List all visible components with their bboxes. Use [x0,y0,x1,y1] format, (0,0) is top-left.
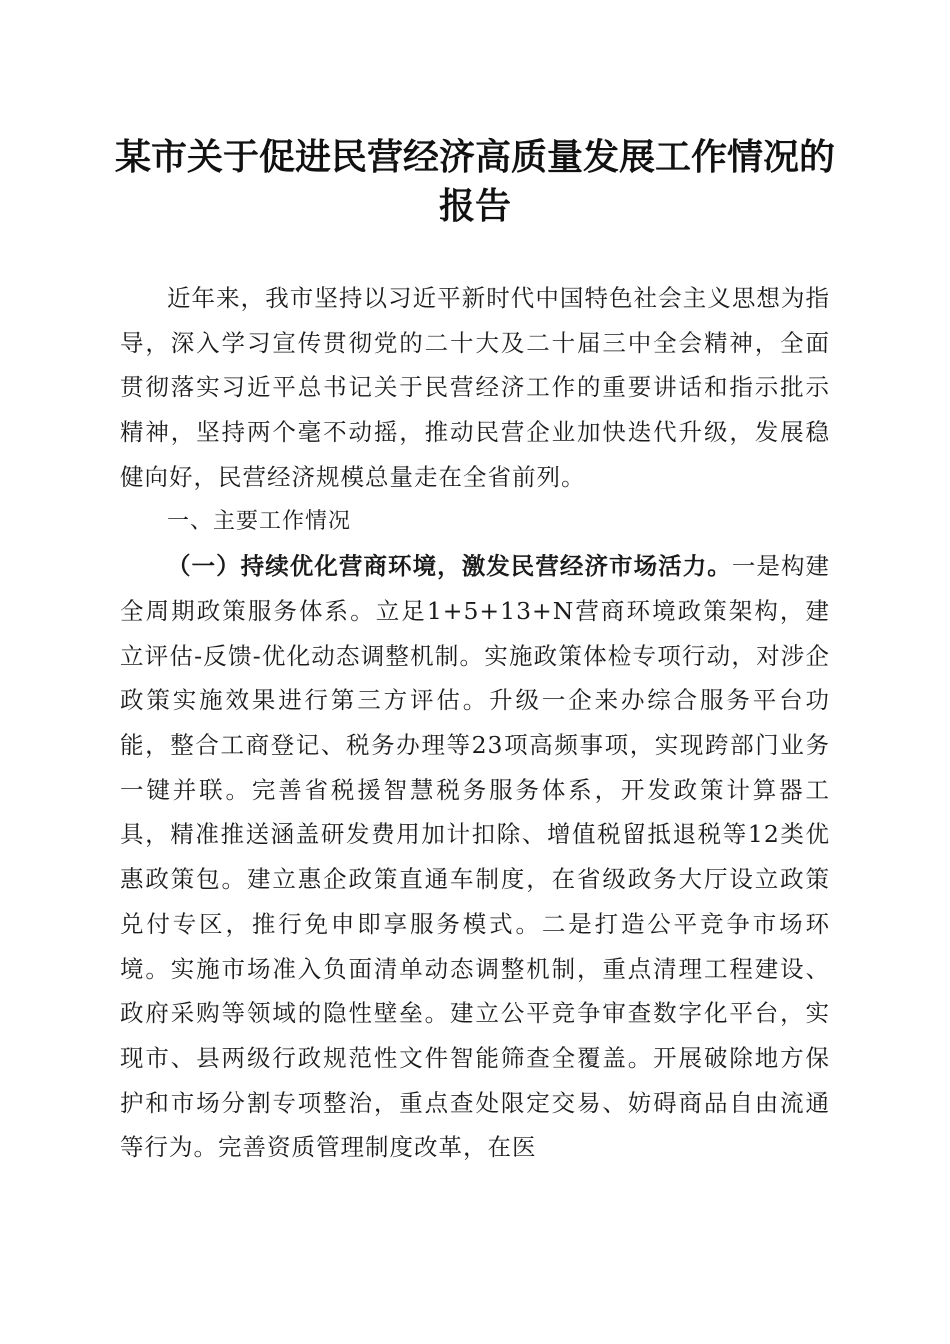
document-body [120,276,830,1170]
subsection-body: 一是构建全周期政策服务体系。立足1+5+13+N营商环境政策架构，建立评估-反馈-优化动态调整机制。实施政策体检专项行动，对涉企政策实施效果进行第三方评估。升级一企来办综合服务平台功能，整合工商登记、税务办理等23项高频事项，实现跨部门业务一键并联。完善省税援智慧税务服务体系，开发政策计算器工具，精准推送涵盖研发费用加计扣除、增值税留抵退税等12类优惠政策包。建立惠企政策直通车制度，在省级政务大厅设立政策兑付专区，推行免申即享服务模式。二是打造公平竞争市场环境。实施市场准入负面清单动态调整机制，重点清理工程建设、政府采购等领域的隐性壁垒。建立公平竞争审查数字化平台，实现市、县两级行政规范性文件智能筛查全覆盖。开展破除地方保护和市场分割专项整治，重点查处限定交易、妨碍商品自由流通等行为。完善资质管理制度改革，在医 [120,552,831,1162]
document-title: 某市关于促进民营经济高质量发展工作情况的报告 [114,136,835,227]
intro-paragraph: 近年来，我市坚持以习近平新时代中国特色社会主义思想为指导，深入学习宣传贯彻党的二十大及二十届三中全会精神，全面贯彻落实习近平总书记关于民营经济工作的重要讲话和指示批示精神，坚持两个毫不动摇，推动民营企业加快迭代升级，发展稳健向好，民营经济规模总量走在全省前列。 [120,284,830,491]
subsection-title: （一）持续优化营商环境，激发民营经济市场活力。 [167,552,732,581]
section-heading: 一、主要工作情况 [167,508,352,534]
subsection-paragraph [120,544,830,1170]
